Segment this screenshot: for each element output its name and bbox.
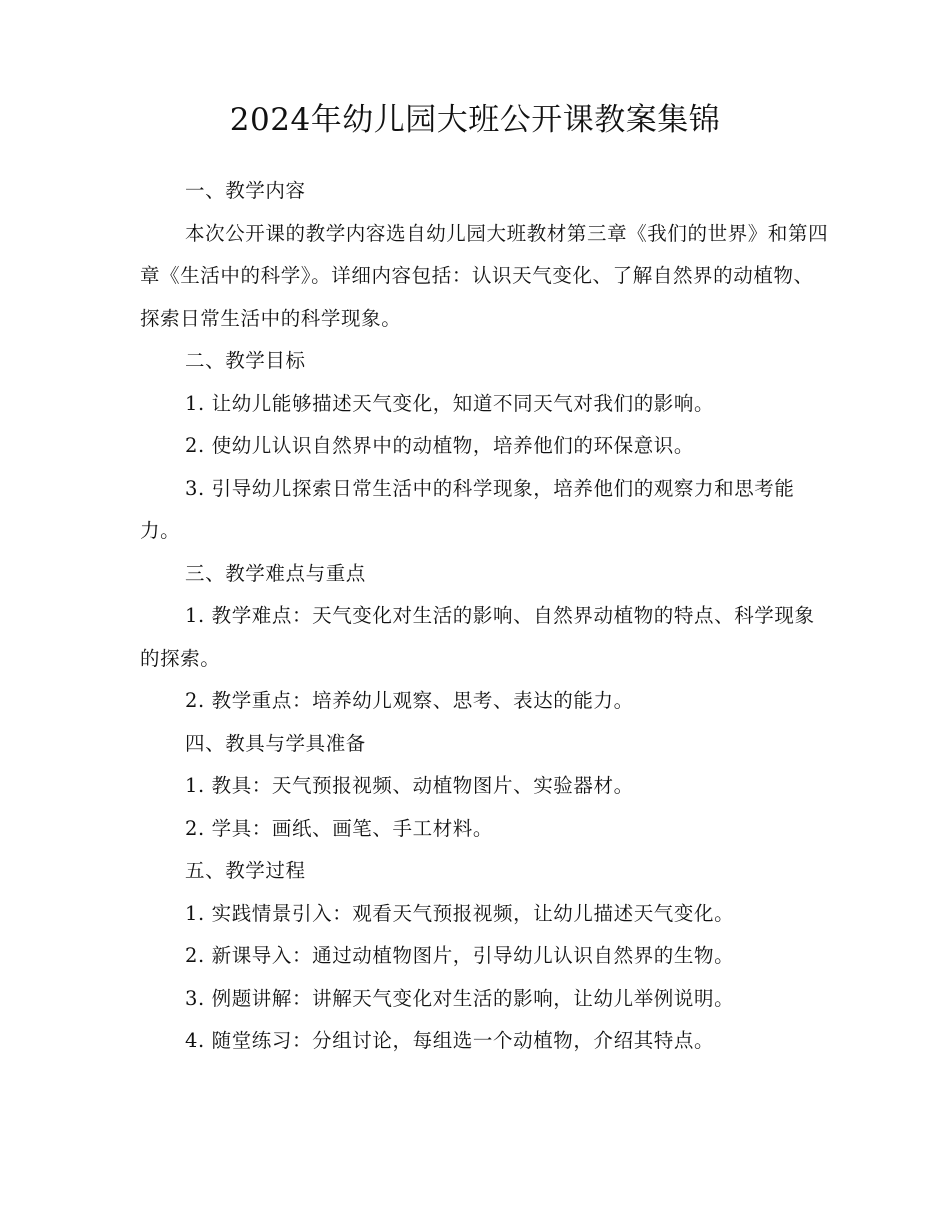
- process-step-1: 1. 实践情景引入：观看天气预报视频，让幼儿描述天气变化。: [185, 901, 735, 925]
- objective-item-1: 1. 让幼儿能够描述天气变化，知道不同天气对我们的影响。: [185, 391, 715, 415]
- process-step-4: 4. 随堂练习：分组讨论，每组选一个动植物，介绍其特点。: [185, 1029, 715, 1052]
- objective-item-2: 2. 使幼儿认识自然界中的动植物，培养他们的环保意识。: [185, 434, 695, 457]
- content-paragraph: 本次公开课的教学内容选自幼儿园大班教材第三章《我们的世界》和第四章《生活中的科学》。详细内容包括：认识天气变化、了解自然界的动植物、探索日常生活中的科学现象。: [140, 221, 829, 330]
- section-heading-content: 一、教学内容: [185, 179, 306, 202]
- document-body: [140, 170, 830, 1063]
- learning-tools-item: 2. 学具：画纸、画笔、手工材料。: [185, 816, 494, 840]
- process-step-3: 3. 例题讲解：讲解天气变化对生活的影响，让幼儿举例说明。: [185, 986, 735, 1010]
- section-heading-difficulties: 三、教学难点与重点: [185, 561, 366, 585]
- section-heading-materials: 四、教具与学具准备: [185, 731, 366, 755]
- teaching-aids-item: 1. 教具：天气预报视频、动植物图片、实验器材。: [185, 774, 634, 797]
- section-heading-process: 五、教学过程: [185, 859, 306, 882]
- section-heading-objectives: 二、教学目标: [185, 349, 306, 372]
- objective-item-3: 3. 引导幼儿探索日常生活中的科学现象，培养他们的观察力和思考能力。: [140, 476, 795, 542]
- difficulty-item: 1. 教学难点：天气变化对生活的影响、自然界动植物的特点、科学现象的探索。: [140, 604, 815, 670]
- key-point-item: 2. 教学重点：培养幼儿观察、思考、表达的能力。: [185, 689, 634, 712]
- process-step-2: 2. 新课导入：通过动植物图片，引导幼儿认识自然界的生物。: [185, 944, 735, 967]
- document-title: 2024年幼儿园大班公开课教案集锦: [229, 102, 721, 138]
